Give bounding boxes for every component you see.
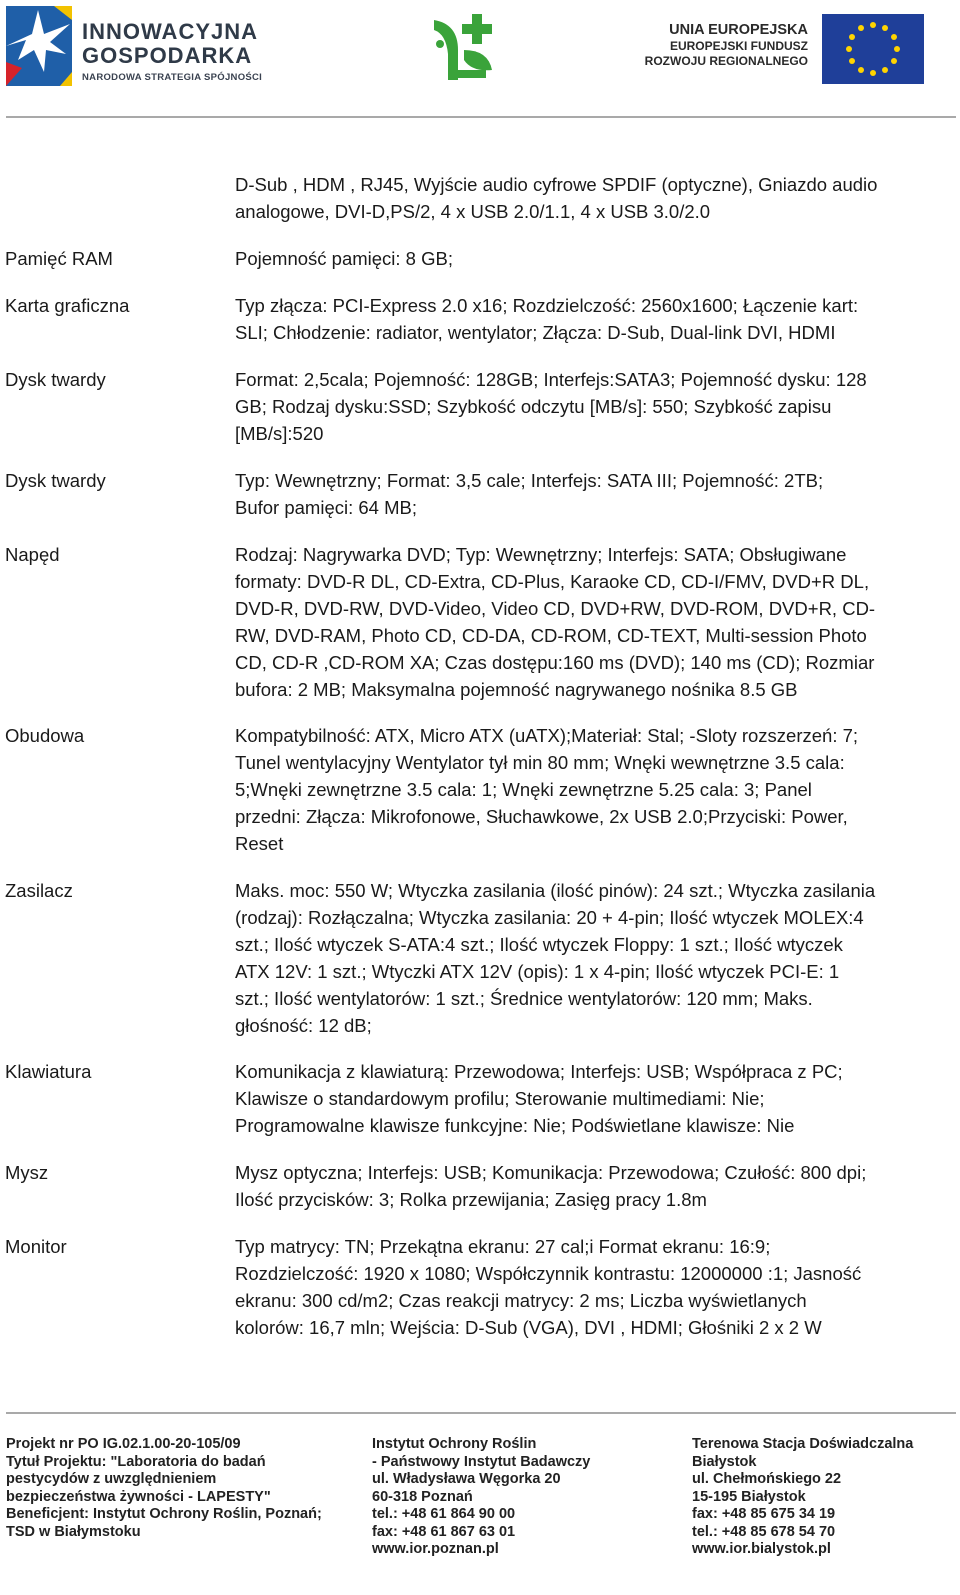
spec-value-line: szt.; Ilość wtyczek S-ATA:4 szt.; Ilość wtyczek Floppy: 1 szt.; Ilość wtyczek bbox=[235, 934, 843, 955]
footer-institute-poznan bbox=[372, 1436, 590, 1559]
footer-line: Beneficjent: Instytut Ochrony Roślin, Poznań; bbox=[6, 1506, 322, 1522]
spec-value-line: RW, DVD-RAM, Photo CD, CD-DA, CD-ROM, CD-TEXT, Multi-session Photo bbox=[235, 625, 867, 646]
spec-value bbox=[235, 877, 947, 1039]
page-header bbox=[0, 0, 960, 120]
innowacyjna-gospodarka-logo bbox=[4, 2, 284, 90]
eu-logo-text bbox=[640, 22, 808, 69]
spec-value-line: 5;Wnęki zewnętrzne 3.5 cala: 1; Wnęki zewnętrzne 5.25 cala: 3; Panel bbox=[235, 779, 812, 800]
spec-label: Dysk twardy bbox=[5, 369, 106, 390]
spec-value-line: Ilość przycisków: 3; Rolka przewijania; Zasięg pracy 1.8m bbox=[235, 1189, 707, 1210]
spec-value-line: D-Sub , HDM , RJ45, Wyjście audio cyfrowe SPDIF (optyczne), Gniazdo audio bbox=[235, 174, 878, 195]
spec-value bbox=[235, 245, 947, 272]
ig-logo-line2: GOSPODARKA bbox=[82, 43, 253, 68]
footer-line: Projekt nr PO IG.02.1.00-20-105/09 bbox=[6, 1436, 241, 1452]
spec-value bbox=[235, 467, 947, 521]
spec-value bbox=[235, 541, 947, 703]
spec-value-line: Komunikacja z klawiaturą: Przewodowa; Interfejs: USB; Współpraca z PC; bbox=[235, 1061, 843, 1082]
spec-value-line: Format: 2,5cala; Pojemność: 128GB; Interfejs:SATA3; Pojemność dysku: 128 bbox=[235, 369, 867, 390]
eu-logo-line3: ROZWOJU REGIONALNEGO bbox=[644, 54, 808, 68]
spec-value-line: Kompatybilność: ATX, Micro ATX (uATX);Materiał: Stal; -Sloty rozszerzeń: 7; bbox=[235, 725, 859, 746]
spec-label: Napęd bbox=[5, 544, 60, 565]
spec-label: Obudowa bbox=[5, 725, 85, 746]
spec-value bbox=[235, 292, 947, 346]
spec-value-line: CD, CD-R ,CD-ROM XA; Czas dostępu:160 ms (DVD); 140 ms (CD); Rozmiar bbox=[235, 652, 875, 673]
footer-line: Terenowa Stacja Doświadczalna bbox=[692, 1436, 914, 1452]
spec-value-line: Rodzaj: Nagrywarka DVD; Typ: Wewnętrzny; Interfejs: SATA; Obsługiwane bbox=[235, 544, 847, 565]
footer-station-bialystok bbox=[692, 1436, 913, 1559]
spec-value-line: DVD-R, DVD-RW, DVD-Video, Video CD, DVD+RW, DVD-ROM, DVD+R, CD- bbox=[235, 598, 876, 619]
spec-value bbox=[235, 366, 947, 447]
footer-line: bezpieczeństwa żywności - LAPESTY" bbox=[6, 1488, 271, 1505]
footer-line: TSD w Białymstoku bbox=[6, 1523, 141, 1540]
footer-line: ul. Chełmońskiego 22 bbox=[692, 1471, 842, 1487]
footer-line: tel.: +48 61 864 90 00 bbox=[372, 1506, 516, 1522]
spec-value-line: ekranu: 300 cd/m2; Czas reakcji matrycy: 2 ms; Liczba wyświetlanych bbox=[235, 1290, 807, 1311]
spec-value-line: Typ: Wewnętrzny; Format: 3,5 cale; Interfejs: SATA III; Pojemność: 2TB; bbox=[235, 470, 824, 491]
spec-value-line: SLI; Chłodzenie: radiator, wentylator; Złącza: D-Sub, Dual-link DVI, HDMI bbox=[235, 322, 836, 343]
footer-link[interactable]: www.ior.bialystok.pl bbox=[692, 1541, 831, 1557]
spec-value-line: przedni: Złącza: Mikrofonowe, Słuchawkowe, 2x USB 2.0;Przyciski: Power, bbox=[235, 806, 848, 827]
spec-value bbox=[235, 722, 947, 857]
footer-line: Tytuł Projektu: "Laboratoria do badań bbox=[6, 1453, 266, 1470]
ig-logo-line1: INNOWACYJNA bbox=[82, 19, 259, 44]
spec-value-line: Typ matrycy: TN; Przekątna ekranu: 27 cal;i Format ekranu: 16:9; bbox=[235, 1236, 771, 1257]
footer-link[interactable]: www.ior.poznan.pl bbox=[372, 1541, 499, 1557]
spec-value-line: bufora: 2 MB; Maksymalna pojemność nagrywanego nośnika 8.5 GB bbox=[235, 679, 798, 700]
footer-project-info bbox=[6, 1436, 322, 1541]
spec-value-line: Typ złącza: PCI-Express 2.0 x16; Rozdzielczość: 2560x1600; Łączenie kart: bbox=[235, 295, 859, 316]
ig-logo-line3: NARODOWA STRATEGIA SPÓJNOŚCI bbox=[82, 72, 263, 83]
spec-value-line: Klawisze o standardowym profilu; Sterowanie multimediami: Nie; bbox=[235, 1088, 765, 1109]
spec-value-line: Mysz optyczna; Interfejs: USB; Komunikacja: Przewodowa; Czułość: 800 dpi; bbox=[235, 1162, 867, 1183]
spec-value-line: Tunel wentylacyjny Wentylator tył min 80 mm; Wnęki wewnętrzne 3.5 cala: bbox=[235, 752, 845, 773]
spec-label: Karta graficzna bbox=[5, 295, 130, 316]
eu-logo-line2: EUROPEJSKI FUNDUSZ bbox=[669, 39, 808, 53]
header-divider bbox=[6, 116, 956, 118]
spec-value-line: (rodzaj): Rozłączalna; Wtyczka zasilania: 20 + 4-pin; Ilość wtyczek MOLEX:4 bbox=[235, 907, 864, 928]
spec-label: Dysk twardy bbox=[5, 470, 106, 491]
footer-line: Instytut Ochrony Roślin bbox=[372, 1436, 537, 1452]
spec-label: Klawiatura bbox=[5, 1061, 92, 1082]
spec-value-line: Reset bbox=[235, 833, 284, 854]
spec-label: Mysz bbox=[5, 1162, 49, 1183]
eu-logo-line1: UNIA EUROPEJSKA bbox=[669, 22, 808, 38]
spec-value-line: [MB/s]:520 bbox=[235, 423, 324, 444]
footer-line: - Państwowy Instytut Badawczy bbox=[372, 1453, 591, 1470]
spec-value bbox=[235, 1233, 947, 1341]
spec-value-line: kolorów: 16,7 mln; Wejścia: D-Sub (VGA), DVI , HDMI; Głośniki 2 x 2 W bbox=[235, 1317, 822, 1338]
footer-line: Białystok bbox=[692, 1453, 757, 1470]
spec-value-line: ATX 12V: 1 szt.; Wtyczki ATX 12V (opis): 1 x 4-pin; Ilość wtyczek PCI-E: 1 bbox=[235, 961, 840, 982]
plant-cross-icon bbox=[428, 10, 500, 86]
footer-line: pestycydów z uwzględnieniem bbox=[6, 1471, 217, 1487]
spec-value-line: formaty: DVD-R DL, CD-Extra, CD-Plus, Karaoke CD, CD-I/FMV, DVD+R DL, bbox=[235, 571, 870, 592]
footer-line: 15-195 Białystok bbox=[692, 1488, 806, 1505]
spec-label: Monitor bbox=[5, 1236, 67, 1257]
spec-value-line: głośność: 12 dB; bbox=[235, 1015, 372, 1036]
plant-protection-logo bbox=[428, 10, 500, 86]
spec-value bbox=[235, 1058, 947, 1139]
spec-label: Pamięć RAM bbox=[5, 248, 113, 269]
footer-line: 60-318 Poznań bbox=[372, 1488, 473, 1505]
spec-value-line: Pojemność pamięci: 8 GB; bbox=[235, 248, 453, 269]
spec-value-line: Bufor pamięci: 64 MB; bbox=[235, 497, 417, 518]
footer-line: fax: +48 61 867 63 01 bbox=[372, 1523, 516, 1540]
eu-flag-icon bbox=[822, 14, 924, 84]
spec-value bbox=[235, 1159, 947, 1213]
spec-value bbox=[235, 171, 947, 225]
ig-star-icon bbox=[4, 2, 78, 90]
spec-value-line: analogowe, DVI-D,PS/2, 4 x USB 2.0/1.1, 4 x USB 3.0/2.0 bbox=[235, 201, 711, 222]
spec-value-line: GB; Rodzaj dysku:SSD; Szybkość odczytu [MB/s]: 550; Szybkość zapisu bbox=[235, 396, 832, 417]
spec-value-line: Programowalne klawisze funkcyjne: Nie; Podświetlane klawisze: Nie bbox=[235, 1115, 795, 1136]
footer-divider bbox=[6, 1412, 956, 1414]
spec-value-line: szt.; Ilość wentylatorów: 1 szt.; Średnice wentylatorów: 120 mm; Maks. bbox=[235, 988, 813, 1009]
footer-line: ul. Władysława Węgorka 20 bbox=[372, 1471, 561, 1487]
footer-line: tel.: +48 85 678 54 70 bbox=[692, 1523, 836, 1540]
spec-value-line: Maks. moc: 550 W; Wtyczka zasilania (ilość pinów): 24 szt.; Wtyczka zasilania bbox=[235, 880, 876, 901]
footer-line: fax: +48 85 675 34 19 bbox=[692, 1506, 836, 1522]
spec-value-line: Rozdzielczość: 1920 x 1080; Współczynnik kontrastu: 12000000 :1; Jasność bbox=[235, 1263, 862, 1284]
ig-logo-text bbox=[82, 20, 262, 83]
spec-label: Zasilacz bbox=[5, 880, 73, 901]
